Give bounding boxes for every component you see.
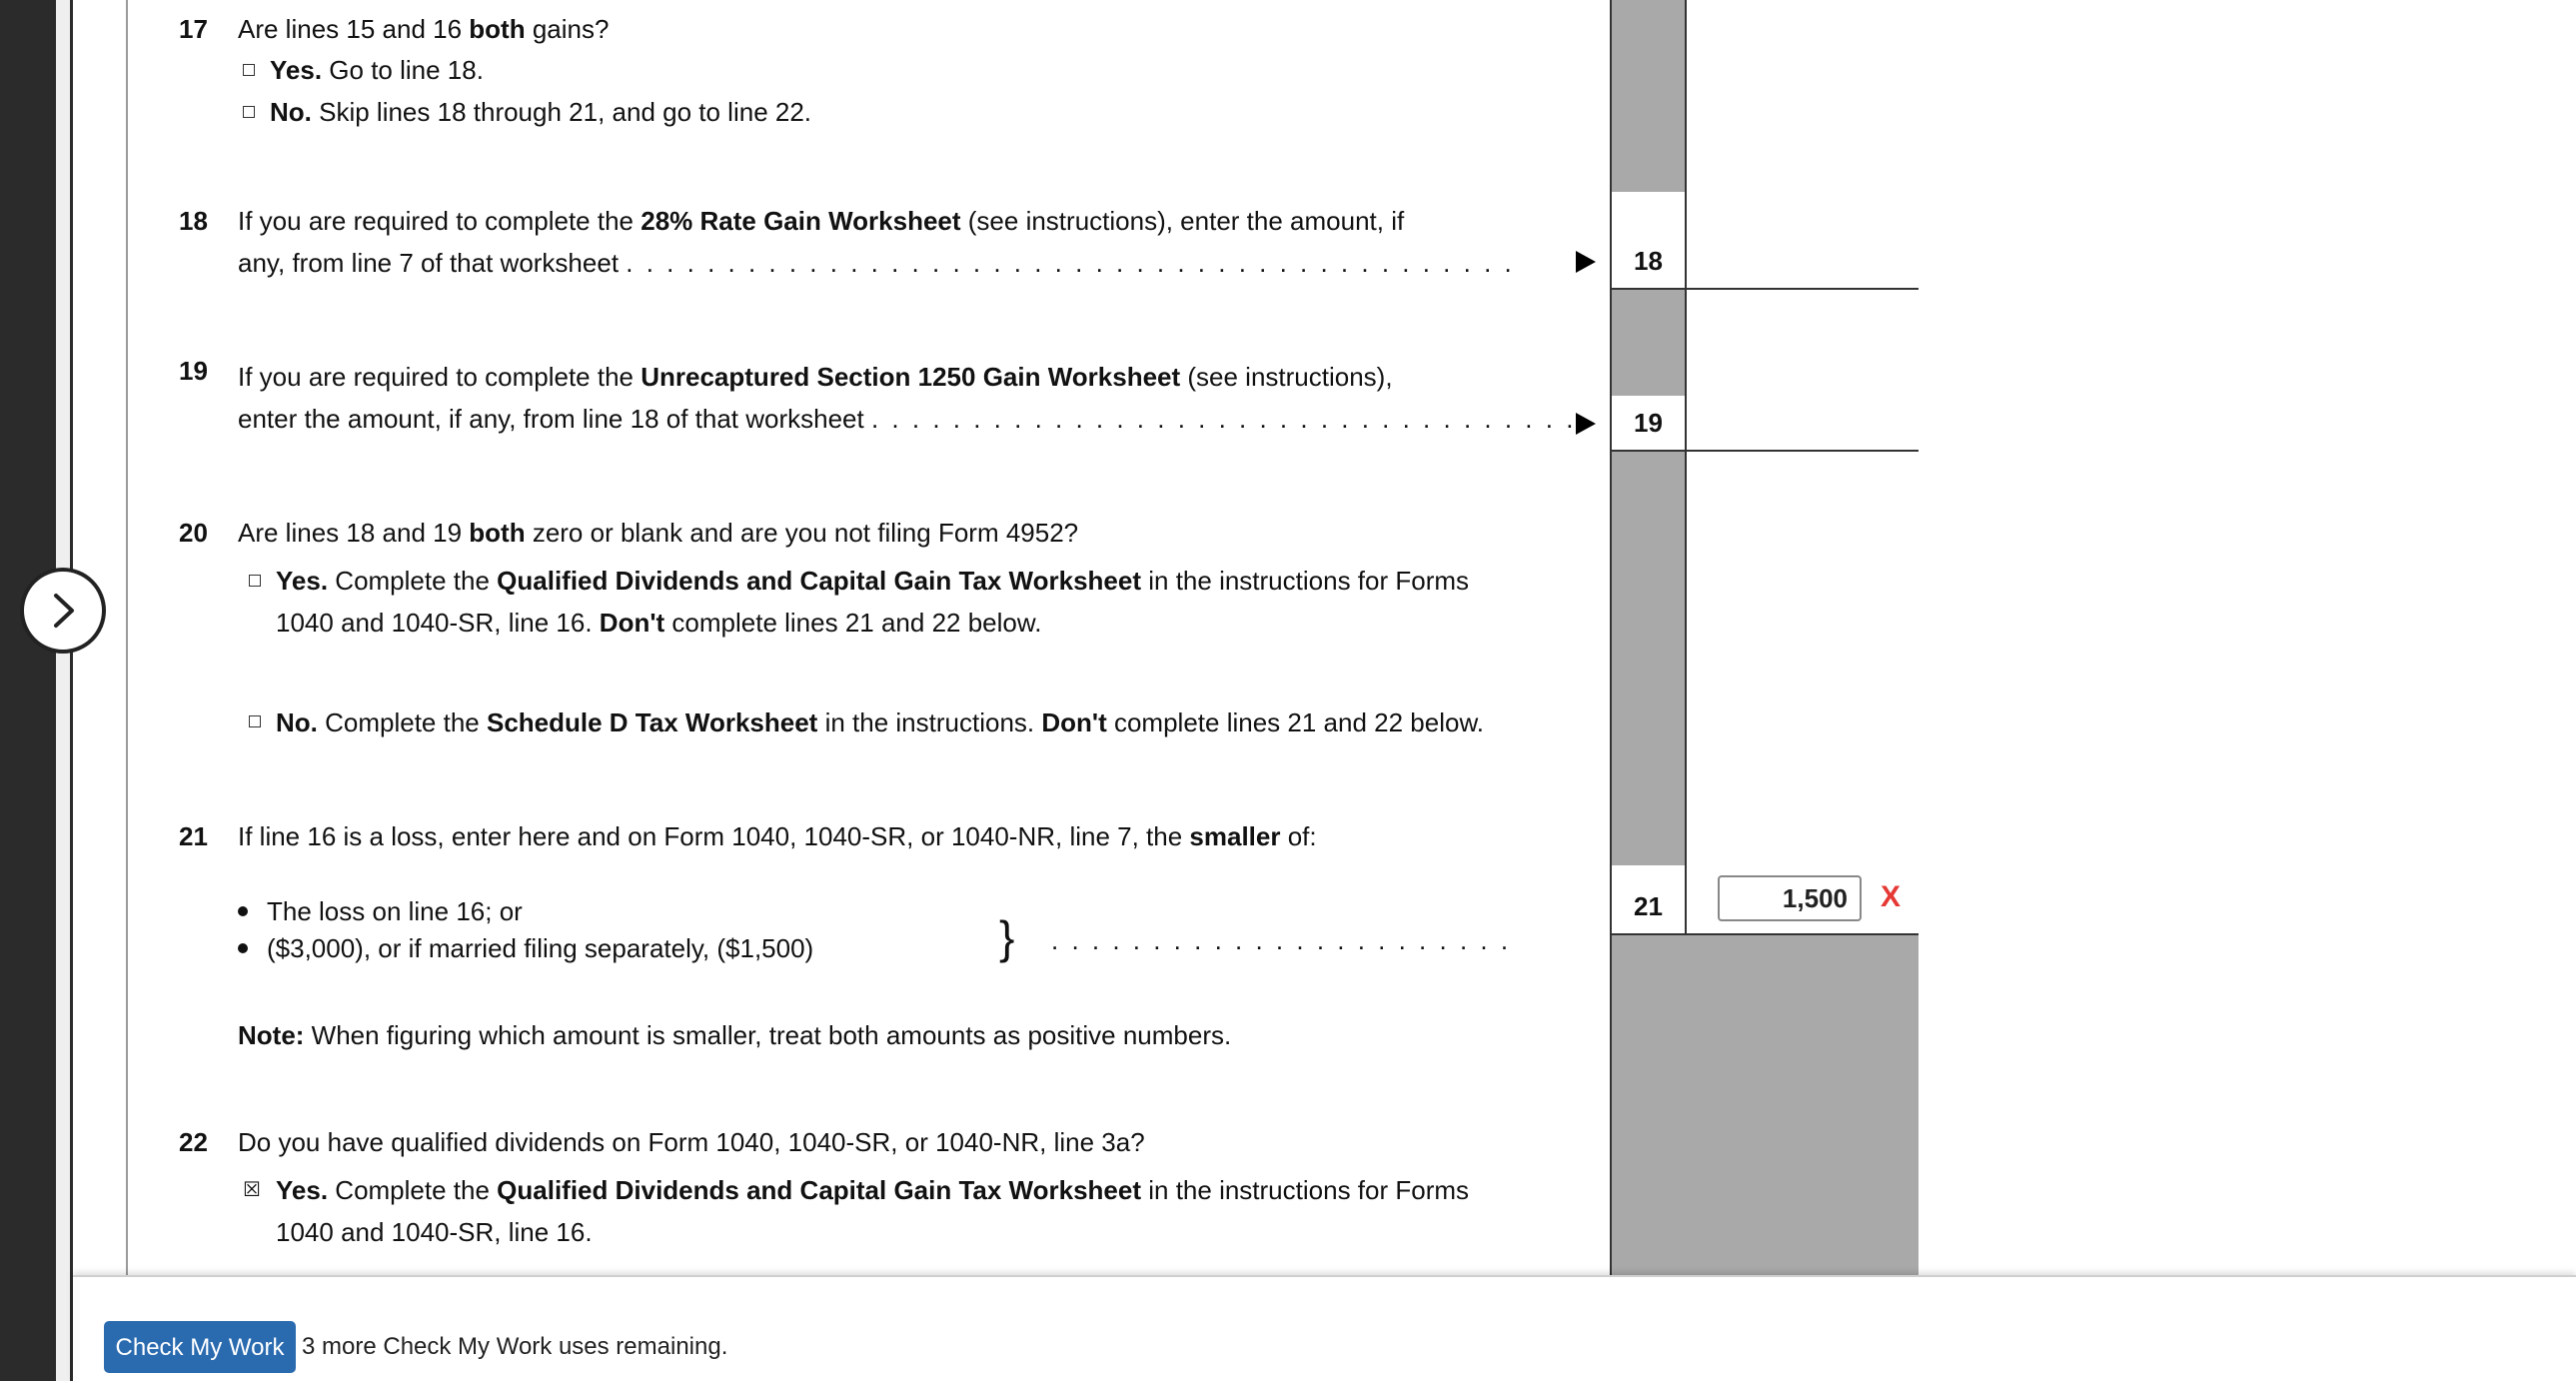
shaded-cell <box>1612 0 1685 192</box>
line-17-no-option: No. Skip lines 18 through 21, and go to line 22. <box>270 97 812 127</box>
bullet <box>238 906 248 916</box>
line-box-21: 21 <box>1612 879 1685 933</box>
line-22-yes-option: Yes. Complete the Qualified Dividends and Capital Gain Tax Worksheet in the instructions for Forms <box>276 1175 1470 1205</box>
content-left-rule <box>126 0 128 1275</box>
line-17-yes-checkbox[interactable] <box>243 64 255 76</box>
left-panel-strip <box>56 0 70 1381</box>
footer-bar <box>73 1275 2576 1383</box>
line-20-yes-checkbox[interactable] <box>249 575 261 587</box>
bullet <box>238 943 248 953</box>
arrow-right-icon <box>1576 413 1596 435</box>
left-panel-edge <box>70 0 73 1381</box>
line-20-yes-option-2: 1040 and 1040-SR, line 16. Don't complete lines 21 and 22 below. <box>276 608 1042 638</box>
shaded-cell <box>1612 452 1685 865</box>
line-number-18: 18 <box>179 206 208 236</box>
uses-remaining-text: 3 more Check My Work uses remaining. <box>302 1333 728 1360</box>
line-20-no-checkbox[interactable] <box>249 715 261 727</box>
line-number-20: 20 <box>179 518 208 548</box>
row-rule <box>1612 933 1919 935</box>
line-21-bullet-1: The loss on line 16; or <box>267 896 523 926</box>
arrow-right-icon <box>1576 251 1596 273</box>
column-divider <box>1685 0 1687 935</box>
line-box-18: 18 <box>1612 234 1685 288</box>
left-panel-bar <box>0 0 56 1381</box>
line-18-text-2: any, from line 7 of that worksheet . . . . . . . . . . . . . . . . . . . . . . . . . . . . . . . . . . . . . . . . . . . . <box>238 248 1515 278</box>
line-21-note: Note: When figuring which amount is smaller, treat both amounts as positive numbers. <box>238 1020 1232 1050</box>
line-22-yes-option-2: 1040 and 1040-SR, line 16. <box>276 1217 593 1247</box>
shaded-block <box>1612 935 1919 1275</box>
line-21-question: If line 16 is a loss, enter here and on Form 1040, 1040-SR, or 1040-NR, line 7, the smaller of: <box>238 821 1317 851</box>
column-divider <box>1610 0 1612 1275</box>
line-21-bullet-2: ($3,000), or if married filing separately, ($1,500) <box>267 933 814 963</box>
line-17-yes-option: Yes. Go to line 18. <box>270 55 484 85</box>
line-19-text: If you are required to complete the Unrecaptured Section 1250 Gain Worksheet (see instructions), <box>238 362 1393 392</box>
line-22-yes-checkbox-checked[interactable]: ☒ <box>243 1179 261 1201</box>
line-17-question: Are lines 15 and 16 both gains? <box>238 14 610 44</box>
line-number-22: 22 <box>179 1127 208 1157</box>
line-19-text-2: enter the amount, if any, from line 18 of that worksheet . . . . . . . . . . . . . . . . . . . . . . . . . . . . . . . . . . . <box>238 404 1577 434</box>
check-my-work-button[interactable]: Check My Work <box>104 1321 296 1373</box>
shaded-cell <box>1612 290 1685 396</box>
line-21-brace: } <box>999 911 1015 963</box>
line-21-dots: . . . . . . . . . . . . . . . . . . . . . . . <box>1051 925 1512 955</box>
line-20-yes-option: Yes. Complete the Qualified Dividends and Capital Gain Tax Worksheet in the instructions for Forms <box>276 566 1470 596</box>
line-18-text: If you are required to complete the 28% Rate Gain Worksheet (see instructions), enter the amount, if <box>238 206 1405 236</box>
line-17-no-checkbox[interactable] <box>243 106 255 118</box>
line-22-question: Do you have qualified dividends on Form 1040, 1040-SR, or 1040-NR, line 3a? <box>238 1127 1145 1157</box>
line-20-question: Are lines 18 and 19 both zero or blank and are you not filing Form 4952? <box>238 518 1079 548</box>
line-number-17: 17 <box>179 14 208 44</box>
line-20-no-option: No. Complete the Schedule D Tax Worksheet in the instructions. Don't complete lines 21 and 22 below. <box>276 707 1485 737</box>
line-21-amount-input[interactable]: 1,500 <box>1718 875 1862 921</box>
row-rule <box>1612 288 1919 290</box>
expand-panel-button[interactable] <box>20 568 106 654</box>
line-box-19: 19 <box>1612 396 1685 450</box>
chevron-right-icon <box>24 572 102 650</box>
line-number-19: 19 <box>179 356 208 386</box>
row-rule <box>1612 450 1919 452</box>
error-x-icon: X <box>1881 880 1902 913</box>
line-number-21: 21 <box>179 821 208 851</box>
